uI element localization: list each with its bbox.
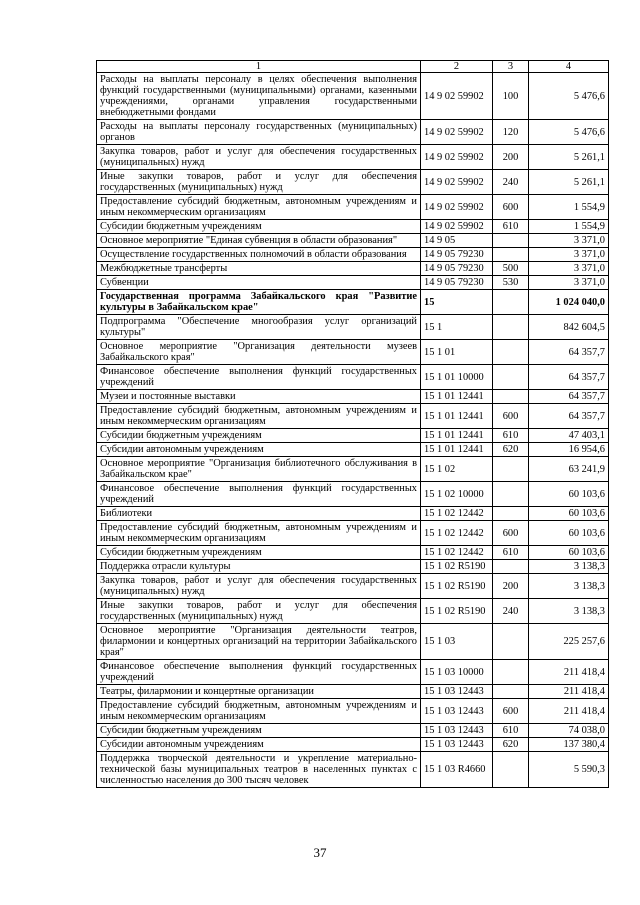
table-row — [97, 599, 609, 624]
row-name: Театры, филармонии и концертные организации — [97, 685, 421, 699]
row-type — [493, 624, 529, 660]
row-name: Иные закупки товаров, работ и услуг для обеспечения государственных (муниципальных) нужд — [97, 170, 421, 195]
row-amount: 47 403,1 — [529, 429, 609, 443]
table-header-row — [97, 61, 609, 73]
row-code: 14 9 05 79230 — [421, 262, 493, 276]
row-type: 200 — [493, 145, 529, 170]
row-name: Подпрограмма "Обеспечение многообразия услуг организаций культуры" — [97, 315, 421, 340]
row-name: Закупка товаров, работ и услуг для обеспечения государственных (муниципальных) нужд — [97, 145, 421, 170]
header-col-4: 4 — [529, 61, 609, 73]
row-amount: 64 357,7 — [529, 390, 609, 404]
row-type — [493, 248, 529, 262]
table-row — [97, 390, 609, 404]
row-amount: 3 138,3 — [529, 560, 609, 574]
row-type: 500 — [493, 262, 529, 276]
row-type — [493, 752, 529, 788]
row-code: 14 9 02 59902 — [421, 120, 493, 145]
row-type: 600 — [493, 699, 529, 724]
row-type — [493, 507, 529, 521]
row-amount: 225 257,6 — [529, 624, 609, 660]
table-row — [97, 574, 609, 599]
row-code: 15 1 01 12441 — [421, 404, 493, 429]
row-code: 15 1 01 12441 — [421, 390, 493, 404]
table-row — [97, 290, 609, 315]
row-code: 15 1 02 12442 — [421, 546, 493, 560]
row-type — [493, 390, 529, 404]
row-type — [493, 660, 529, 685]
table-row — [97, 120, 609, 145]
row-name: Предоставление субсидий бюджетным, автономным учреждениям и иным некоммерческим организациям — [97, 521, 421, 546]
table-row — [97, 429, 609, 443]
table-row — [97, 660, 609, 685]
row-amount: 3 138,3 — [529, 599, 609, 624]
table-row — [97, 145, 609, 170]
table-row — [97, 752, 609, 788]
row-name: Межбюджетные трансферты — [97, 262, 421, 276]
row-code: 15 1 02 — [421, 457, 493, 482]
row-amount: 5 476,6 — [529, 120, 609, 145]
table-row — [97, 276, 609, 290]
row-amount: 3 138,3 — [529, 574, 609, 599]
row-code: 15 1 02 R5190 — [421, 574, 493, 599]
row-code: 15 1 03 12443 — [421, 738, 493, 752]
row-code: 15 1 02 12442 — [421, 521, 493, 546]
row-amount: 137 380,4 — [529, 738, 609, 752]
row-amount: 60 103,6 — [529, 521, 609, 546]
row-code: 15 1 01 12441 — [421, 429, 493, 443]
row-code: 15 1 01 10000 — [421, 365, 493, 390]
row-name: Поддержка творческой деятельности и укрепление материально-технической базы муниципальных театров в населенных пунктах с численностью населения до 300 тысяч человек — [97, 752, 421, 788]
row-name: Предоставление субсидий бюджетным, автономным учреждениям и иным некоммерческим организациям — [97, 404, 421, 429]
row-amount: 1 554,9 — [529, 220, 609, 234]
row-amount: 211 418,4 — [529, 660, 609, 685]
row-type: 200 — [493, 574, 529, 599]
row-amount: 1 024 040,0 — [529, 290, 609, 315]
row-name: Основное мероприятие "Организация деятельности музеев Забайкальского края" — [97, 340, 421, 365]
table-row — [97, 170, 609, 195]
row-code: 14 9 02 59902 — [421, 220, 493, 234]
row-type — [493, 685, 529, 699]
row-name: Основное мероприятие "Организация библиотечного обслуживания в Забайкальском крае" — [97, 457, 421, 482]
row-name: Финансовое обеспечение выполнения функций государственных учреждений — [97, 660, 421, 685]
row-code: 14 9 02 59902 — [421, 145, 493, 170]
row-code: 15 1 03 10000 — [421, 660, 493, 685]
row-code: 15 1 02 R5190 — [421, 560, 493, 574]
row-code: 15 1 02 R5190 — [421, 599, 493, 624]
row-code: 15 1 03 R4660 — [421, 752, 493, 788]
row-type — [493, 457, 529, 482]
table-row — [97, 262, 609, 276]
row-name: Библиотеки — [97, 507, 421, 521]
row-amount: 60 103,6 — [529, 482, 609, 507]
row-type: 610 — [493, 724, 529, 738]
row-amount: 5 261,1 — [529, 170, 609, 195]
row-amount: 64 357,7 — [529, 365, 609, 390]
row-type: 620 — [493, 738, 529, 752]
budget-table — [96, 60, 609, 788]
row-amount: 3 371,0 — [529, 248, 609, 262]
row-code: 15 1 02 12442 — [421, 507, 493, 521]
row-code: 14 9 05 79230 — [421, 248, 493, 262]
row-type: 600 — [493, 195, 529, 220]
row-type — [493, 340, 529, 365]
row-type — [493, 290, 529, 315]
row-name: Субсидии автономным учреждениям — [97, 738, 421, 752]
row-name: Субсидии бюджетным учреждениям — [97, 429, 421, 443]
table-row — [97, 546, 609, 560]
row-name: Расходы на выплаты персоналу государственных (муниципальных) органов — [97, 120, 421, 145]
row-amount: 63 241,9 — [529, 457, 609, 482]
row-amount: 60 103,6 — [529, 546, 609, 560]
row-amount: 3 371,0 — [529, 234, 609, 248]
row-amount: 5 590,3 — [529, 752, 609, 788]
row-amount: 5 476,6 — [529, 73, 609, 120]
table-row — [97, 738, 609, 752]
row-name: Субсидии автономным учреждениям — [97, 443, 421, 457]
row-amount: 3 371,0 — [529, 262, 609, 276]
row-name: Финансовое обеспечение выполнения функций государственных учреждений — [97, 365, 421, 390]
table-row — [97, 195, 609, 220]
table-row — [97, 699, 609, 724]
row-code: 15 1 — [421, 315, 493, 340]
table-row — [97, 521, 609, 546]
row-amount: 842 604,5 — [529, 315, 609, 340]
row-type: 610 — [493, 546, 529, 560]
row-code: 15 — [421, 290, 493, 315]
row-type — [493, 560, 529, 574]
row-amount: 60 103,6 — [529, 507, 609, 521]
row-code: 14 9 02 59902 — [421, 73, 493, 120]
row-name: Предоставление субсидий бюджетным, автономным учреждениям и иным некоммерческим организациям — [97, 699, 421, 724]
row-type: 610 — [493, 429, 529, 443]
row-type: 530 — [493, 276, 529, 290]
row-amount: 16 954,6 — [529, 443, 609, 457]
row-name: Субвенции — [97, 276, 421, 290]
row-code: 14 9 05 79230 — [421, 276, 493, 290]
table-row — [97, 482, 609, 507]
table-row — [97, 560, 609, 574]
row-amount: 1 554,9 — [529, 195, 609, 220]
header-col-1: 1 — [97, 61, 421, 73]
row-name: Расходы на выплаты персоналу в целях обеспечения выполнения функций государственными (муниципальными) органами, казенными учреждениями, органами управления государственными внебюджетными фондами — [97, 73, 421, 120]
row-type — [493, 365, 529, 390]
row-code: 15 1 03 12443 — [421, 724, 493, 738]
row-name: Государственная программа Забайкальского края "Развитие культуры в Забайкальском крае" — [97, 290, 421, 315]
table-row — [97, 248, 609, 262]
row-name: Иные закупки товаров, работ и услуг для обеспечения государственных (муниципальных) нужд — [97, 599, 421, 624]
row-name: Осуществление государственных полномочий в области образования — [97, 248, 421, 262]
row-name: Субсидии бюджетным учреждениям — [97, 220, 421, 234]
row-amount: 211 418,4 — [529, 699, 609, 724]
table-row — [97, 220, 609, 234]
row-type — [493, 315, 529, 340]
row-amount: 74 038,0 — [529, 724, 609, 738]
row-type: 120 — [493, 120, 529, 145]
table-row — [97, 365, 609, 390]
row-name: Закупка товаров, работ и услуг для обеспечения государственных (муниципальных) нужд — [97, 574, 421, 599]
table-row — [97, 685, 609, 699]
header-col-3: 3 — [493, 61, 529, 73]
budget-table-body — [97, 61, 609, 788]
row-code: 14 9 02 59902 — [421, 170, 493, 195]
row-type: 100 — [493, 73, 529, 120]
table-row — [97, 340, 609, 365]
row-name: Основное мероприятие "Организация деятельности театров, филармонии и концертных организаций на территории Забайкальского края" — [97, 624, 421, 660]
row-code: 14 9 05 — [421, 234, 493, 248]
row-amount: 3 371,0 — [529, 276, 609, 290]
row-type: 240 — [493, 170, 529, 195]
row-type: 240 — [493, 599, 529, 624]
table-row — [97, 404, 609, 429]
row-code: 15 1 03 12443 — [421, 685, 493, 699]
table-row — [97, 234, 609, 248]
row-code: 15 1 01 — [421, 340, 493, 365]
header-col-2: 2 — [421, 61, 493, 73]
row-type — [493, 234, 529, 248]
row-name: Основное мероприятие "Единая субвенция в области образования" — [97, 234, 421, 248]
row-amount: 64 357,7 — [529, 340, 609, 365]
row-type: 620 — [493, 443, 529, 457]
row-code: 15 1 01 12441 — [421, 443, 493, 457]
table-row — [97, 73, 609, 120]
row-name: Субсидии бюджетным учреждениям — [97, 546, 421, 560]
page-number: 37 — [313, 845, 327, 860]
table-row — [97, 443, 609, 457]
row-name: Музеи и постоянные выставки — [97, 390, 421, 404]
row-type: 600 — [493, 521, 529, 546]
row-name: Финансовое обеспечение выполнения функций государственных учреждений — [97, 482, 421, 507]
row-amount: 64 357,7 — [529, 404, 609, 429]
row-code: 15 1 02 10000 — [421, 482, 493, 507]
row-code: 14 9 02 59902 — [421, 195, 493, 220]
row-name: Предоставление субсидий бюджетным, автономным учреждениям и иным некоммерческим организациям — [97, 195, 421, 220]
table-row — [97, 507, 609, 521]
row-amount: 211 418,4 — [529, 685, 609, 699]
row-code: 15 1 03 — [421, 624, 493, 660]
row-type — [493, 482, 529, 507]
table-row — [97, 624, 609, 660]
row-amount: 5 261,1 — [529, 145, 609, 170]
table-row — [97, 457, 609, 482]
row-type: 610 — [493, 220, 529, 234]
row-name: Субсидии бюджетным учреждениям — [97, 724, 421, 738]
row-code: 15 1 03 12443 — [421, 699, 493, 724]
row-name: Поддержка отрасли культуры — [97, 560, 421, 574]
row-type: 600 — [493, 404, 529, 429]
table-row — [97, 724, 609, 738]
table-row — [97, 315, 609, 340]
